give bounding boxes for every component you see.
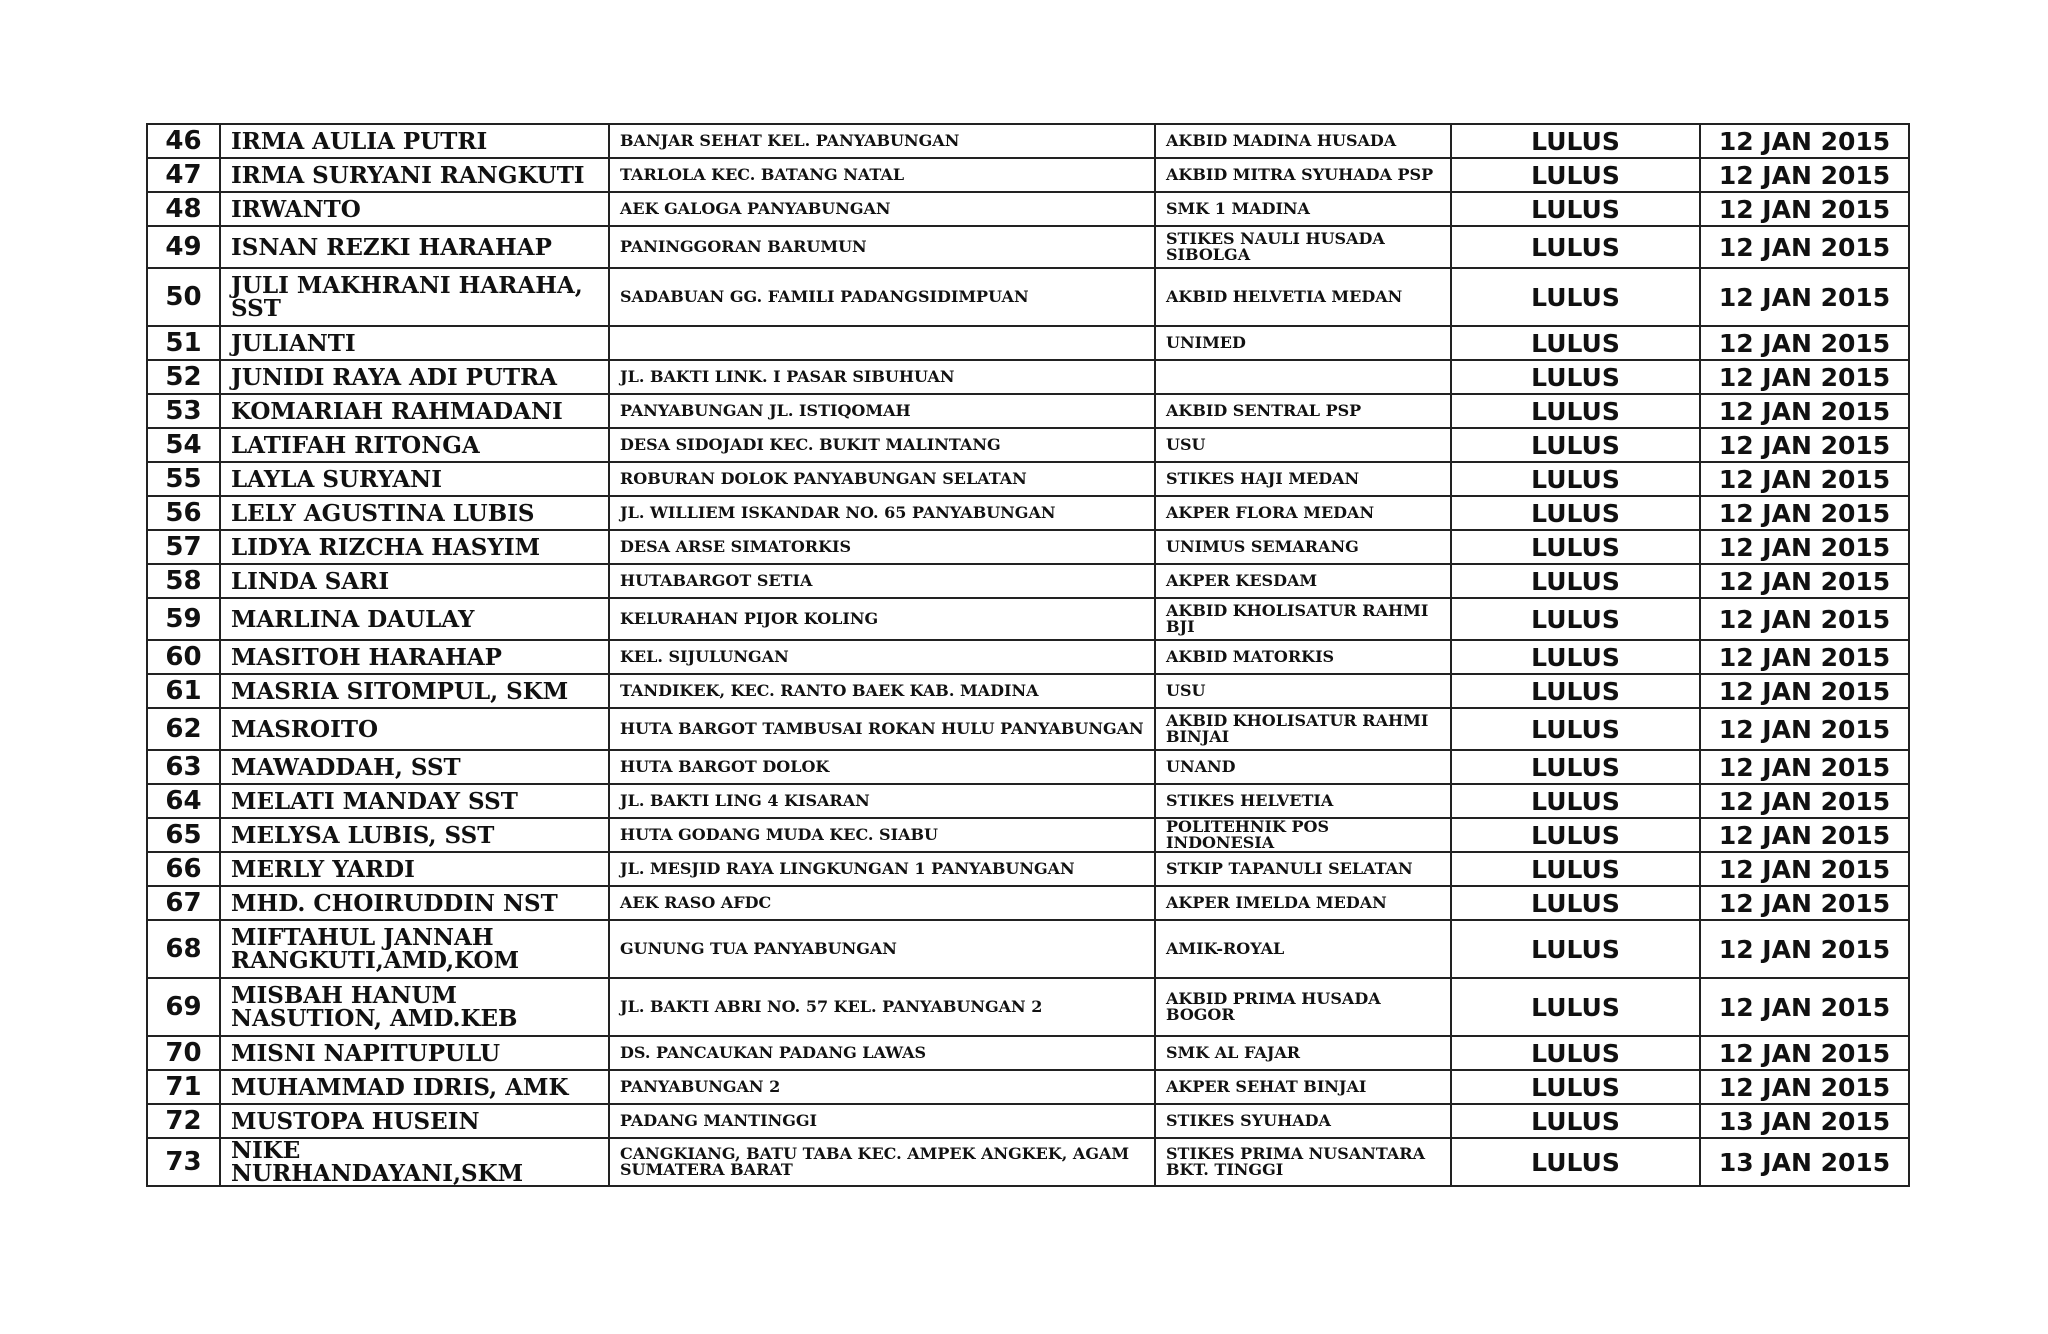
result-status: LULUS	[1451, 920, 1700, 978]
participant-name: IRWANTO	[220, 192, 609, 226]
participant-school: AKBID MITRA SYUHADA PSP	[1155, 158, 1451, 192]
participant-address: SADABUAN GG. FAMILI PADANGSIDIMPUAN	[609, 268, 1155, 326]
participant-school: USU	[1155, 428, 1451, 462]
participant-school: UNAND	[1155, 750, 1451, 784]
participant-school: STIKES HELVETIA	[1155, 784, 1451, 818]
participant-address: HUTA BARGOT DOLOK	[609, 750, 1155, 784]
participant-name: LIDYA RIZCHA HASYIM	[220, 530, 609, 564]
row-number: 64	[147, 784, 220, 818]
result-status: LULUS	[1451, 886, 1700, 920]
result-status: LULUS	[1451, 708, 1700, 750]
participant-address: JL. BAKTI LING 4 KISARAN	[609, 784, 1155, 818]
result-status: LULUS	[1451, 192, 1700, 226]
participant-school: AKPER IMELDA MEDAN	[1155, 886, 1451, 920]
row-number: 62	[147, 708, 220, 750]
participant-school: AKBID MADINA HUSADA	[1155, 124, 1451, 158]
participant-school: AKPER SEHAT BINJAI	[1155, 1070, 1451, 1104]
result-date: 12 JAN 2015	[1700, 886, 1909, 920]
row-number: 48	[147, 192, 220, 226]
result-date: 12 JAN 2015	[1700, 978, 1909, 1036]
participant-school: SMK 1 MADINA	[1155, 192, 1451, 226]
result-status: LULUS	[1451, 852, 1700, 886]
result-status: LULUS	[1451, 978, 1700, 1036]
participant-school: AKBID MATORKIS	[1155, 640, 1451, 674]
result-date: 12 JAN 2015	[1700, 428, 1909, 462]
row-number: 68	[147, 920, 220, 978]
result-status: LULUS	[1451, 326, 1700, 360]
row-number: 70	[147, 1036, 220, 1070]
result-date: 12 JAN 2015	[1700, 326, 1909, 360]
participant-name: MASRIA SITOMPUL, SKM	[220, 674, 609, 708]
table-row	[147, 1070, 1909, 1104]
participant-name: KOMARIAH RAHMADANI	[220, 394, 609, 428]
participant-school: STIKES NAULI HUSADA SIBOLGA	[1155, 226, 1451, 268]
participant-address: JL. BAKTI ABRI NO. 57 KEL. PANYABUNGAN 2	[609, 978, 1155, 1036]
result-status: LULUS	[1451, 784, 1700, 818]
row-number: 58	[147, 564, 220, 598]
result-status: LULUS	[1451, 1070, 1700, 1104]
participant-school: AKBID SENTRAL PSP	[1155, 394, 1451, 428]
participant-name: MUHAMMAD IDRIS, AMK	[220, 1070, 609, 1104]
result-date: 12 JAN 2015	[1700, 640, 1909, 674]
participant-address: HUTA BARGOT TAMBUSAI ROKAN HULU PANYABUNGAN	[609, 708, 1155, 750]
result-status: LULUS	[1451, 1138, 1700, 1186]
table-row	[147, 192, 1909, 226]
result-status: LULUS	[1451, 268, 1700, 326]
result-date: 12 JAN 2015	[1700, 818, 1909, 852]
table-row	[147, 226, 1909, 268]
result-date: 12 JAN 2015	[1700, 530, 1909, 564]
participant-name: MIFTAHUL JANNAH RANGKUTI,AMD,KOM	[220, 920, 609, 978]
participant-school: AKBID PRIMA HUSADA BOGOR	[1155, 978, 1451, 1036]
participant-address: KEL. SIJULUNGAN	[609, 640, 1155, 674]
participant-name: LINDA SARI	[220, 564, 609, 598]
result-date: 12 JAN 2015	[1700, 394, 1909, 428]
result-status: LULUS	[1451, 158, 1700, 192]
result-date: 12 JAN 2015	[1700, 750, 1909, 784]
row-number: 66	[147, 852, 220, 886]
participant-name: ISNAN REZKI HARAHAP	[220, 226, 609, 268]
row-number: 50	[147, 268, 220, 326]
table-row	[147, 886, 1909, 920]
participant-name: MELYSA LUBIS, SST	[220, 818, 609, 852]
participant-name: NIKE NURHANDAYANI,SKM	[220, 1138, 609, 1186]
participant-name: JULIANTI	[220, 326, 609, 360]
table-row	[147, 1104, 1909, 1138]
participant-address: JL. WILLIEM ISKANDAR NO. 65 PANYABUNGAN	[609, 496, 1155, 530]
participant-name: MUSTOPA HUSEIN	[220, 1104, 609, 1138]
result-date: 12 JAN 2015	[1700, 1070, 1909, 1104]
participant-school: AKPER FLORA MEDAN	[1155, 496, 1451, 530]
row-number: 51	[147, 326, 220, 360]
participant-name: MISNI NAPITUPULU	[220, 1036, 609, 1070]
results-table-container	[146, 123, 1908, 1187]
participant-school: STIKES PRIMA NUSANTARA BKT. TINGGI	[1155, 1138, 1451, 1186]
table-row	[147, 852, 1909, 886]
result-status: LULUS	[1451, 496, 1700, 530]
table-row	[147, 784, 1909, 818]
result-status: LULUS	[1451, 360, 1700, 394]
table-row	[147, 268, 1909, 326]
table-row	[147, 124, 1909, 158]
table-row	[147, 818, 1909, 852]
table-row	[147, 462, 1909, 496]
participant-school: SMK AL FAJAR	[1155, 1036, 1451, 1070]
row-number: 54	[147, 428, 220, 462]
participant-school: AKPER KESDAM	[1155, 564, 1451, 598]
row-number: 59	[147, 598, 220, 640]
participant-address: DS. PANCAUKAN PADANG LAWAS	[609, 1036, 1155, 1070]
participant-address: PANINGGORAN BARUMUN	[609, 226, 1155, 268]
table-row	[147, 564, 1909, 598]
participant-address: PANYABUNGAN JL. ISTIQOMAH	[609, 394, 1155, 428]
participant-school: STKIP TAPANULI SELATAN	[1155, 852, 1451, 886]
participant-school: POLITEHNIK POS INDONESIA	[1155, 818, 1451, 852]
table-row	[147, 598, 1909, 640]
result-date: 12 JAN 2015	[1700, 674, 1909, 708]
result-status: LULUS	[1451, 124, 1700, 158]
participant-name: MELATI MANDAY SST	[220, 784, 609, 818]
participant-address: AEK RASO AFDC	[609, 886, 1155, 920]
results-table-body	[147, 124, 1909, 1186]
participant-school: STIKES SYUHADA	[1155, 1104, 1451, 1138]
row-number: 49	[147, 226, 220, 268]
table-row	[147, 708, 1909, 750]
table-row	[147, 978, 1909, 1036]
participant-school: STIKES HAJI MEDAN	[1155, 462, 1451, 496]
row-number: 60	[147, 640, 220, 674]
table-row	[147, 674, 1909, 708]
participant-school: AKBID KHOLISATUR RAHMI BJI	[1155, 598, 1451, 640]
table-row	[147, 750, 1909, 784]
participant-name: LATIFAH RITONGA	[220, 428, 609, 462]
participant-name: JUNIDI RAYA ADI PUTRA	[220, 360, 609, 394]
participant-name: MAWADDAH, SST	[220, 750, 609, 784]
row-number: 73	[147, 1138, 220, 1186]
table-row	[147, 394, 1909, 428]
participant-name: LELY AGUSTINA LUBIS	[220, 496, 609, 530]
table-row	[147, 158, 1909, 192]
result-status: LULUS	[1451, 598, 1700, 640]
result-date: 12 JAN 2015	[1700, 920, 1909, 978]
result-status: LULUS	[1451, 1104, 1700, 1138]
participant-address: DESA SIDOJADI KEC. BUKIT MALINTANG	[609, 428, 1155, 462]
participant-address: PADANG MANTINGGI	[609, 1104, 1155, 1138]
result-date: 12 JAN 2015	[1700, 158, 1909, 192]
row-number: 55	[147, 462, 220, 496]
row-number: 67	[147, 886, 220, 920]
participant-name: LAYLA SURYANI	[220, 462, 609, 496]
result-date: 12 JAN 2015	[1700, 496, 1909, 530]
result-date: 12 JAN 2015	[1700, 564, 1909, 598]
table-row	[147, 640, 1909, 674]
participant-address: GUNUNG TUA PANYABUNGAN	[609, 920, 1155, 978]
participant-name: IRMA SURYANI RANGKUTI	[220, 158, 609, 192]
row-number: 61	[147, 674, 220, 708]
row-number: 46	[147, 124, 220, 158]
result-date: 12 JAN 2015	[1700, 462, 1909, 496]
row-number: 47	[147, 158, 220, 192]
table-row	[147, 1036, 1909, 1070]
participant-address: DESA ARSE SIMATORKIS	[609, 530, 1155, 564]
participant-address: CANGKIANG, BATU TABA KEC. AMPEK ANGKEK, AGAM SUMATERA BARAT	[609, 1138, 1155, 1186]
participant-name: MASITOH HARAHAP	[220, 640, 609, 674]
result-date: 12 JAN 2015	[1700, 268, 1909, 326]
result-status: LULUS	[1451, 818, 1700, 852]
table-row	[147, 428, 1909, 462]
participant-name: MARLINA DAULAY	[220, 598, 609, 640]
result-date: 12 JAN 2015	[1700, 852, 1909, 886]
participant-name: IRMA AULIA PUTRI	[220, 124, 609, 158]
table-row	[147, 496, 1909, 530]
results-table	[146, 123, 1910, 1187]
result-date: 12 JAN 2015	[1700, 360, 1909, 394]
participant-name: JULI MAKHRANI HARAHA, SST	[220, 268, 609, 326]
participant-address: TARLOLA KEC. BATANG NATAL	[609, 158, 1155, 192]
participant-name: MHD. CHOIRUDDIN NST	[220, 886, 609, 920]
participant-school: AKBID KHOLISATUR RAHMI BINJAI	[1155, 708, 1451, 750]
participant-address: BANJAR SEHAT KEL. PANYABUNGAN	[609, 124, 1155, 158]
row-number: 72	[147, 1104, 220, 1138]
result-status: LULUS	[1451, 530, 1700, 564]
result-date: 12 JAN 2015	[1700, 708, 1909, 750]
result-status: LULUS	[1451, 394, 1700, 428]
participant-address: AEK GALOGA PANYABUNGAN	[609, 192, 1155, 226]
row-number: 63	[147, 750, 220, 784]
result-status: LULUS	[1451, 1036, 1700, 1070]
table-row	[147, 530, 1909, 564]
result-status: LULUS	[1451, 428, 1700, 462]
result-status: LULUS	[1451, 226, 1700, 268]
result-status: LULUS	[1451, 750, 1700, 784]
row-number: 57	[147, 530, 220, 564]
participant-school: AMIK-ROYAL	[1155, 920, 1451, 978]
result-date: 12 JAN 2015	[1700, 784, 1909, 818]
result-status: LULUS	[1451, 462, 1700, 496]
participant-school: USU	[1155, 674, 1451, 708]
participant-address: HUTABARGOT SETIA	[609, 564, 1155, 598]
participant-name: MASROITO	[220, 708, 609, 750]
participant-school: AKBID HELVETIA MEDAN	[1155, 268, 1451, 326]
participant-address: HUTA GODANG MUDA KEC. SIABU	[609, 818, 1155, 852]
participant-school: UNIMED	[1155, 326, 1451, 360]
result-status: LULUS	[1451, 640, 1700, 674]
participant-address: KELURAHAN PIJOR KOLING	[609, 598, 1155, 640]
row-number: 52	[147, 360, 220, 394]
table-row	[147, 326, 1909, 360]
participant-school: UNIMUS SEMARANG	[1155, 530, 1451, 564]
participant-address: JL. MESJID RAYA LINGKUNGAN 1 PANYABUNGAN	[609, 852, 1155, 886]
result-status: LULUS	[1451, 564, 1700, 598]
row-number: 65	[147, 818, 220, 852]
table-row	[147, 360, 1909, 394]
table-row	[147, 920, 1909, 978]
result-date: 12 JAN 2015	[1700, 226, 1909, 268]
participant-name: MISBAH HANUM NASUTION, AMD.KEB	[220, 978, 609, 1036]
result-date: 13 JAN 2015	[1700, 1104, 1909, 1138]
row-number: 71	[147, 1070, 220, 1104]
participant-address	[609, 326, 1155, 360]
participant-address: JL. BAKTI LINK. I PASAR SIBUHUAN	[609, 360, 1155, 394]
table-row	[147, 1138, 1909, 1186]
result-date: 12 JAN 2015	[1700, 124, 1909, 158]
row-number: 69	[147, 978, 220, 1036]
participant-address: PANYABUNGAN 2	[609, 1070, 1155, 1104]
result-status: LULUS	[1451, 674, 1700, 708]
participant-address: TANDIKEK, KEC. RANTO BAEK KAB. MADINA	[609, 674, 1155, 708]
result-date: 12 JAN 2015	[1700, 1036, 1909, 1070]
row-number: 56	[147, 496, 220, 530]
participant-name: MERLY YARDI	[220, 852, 609, 886]
row-number: 53	[147, 394, 220, 428]
result-date: 12 JAN 2015	[1700, 192, 1909, 226]
participant-address: ROBURAN DOLOK PANYABUNGAN SELATAN	[609, 462, 1155, 496]
result-date: 13 JAN 2015	[1700, 1138, 1909, 1186]
participant-school	[1155, 360, 1451, 394]
result-date: 12 JAN 2015	[1700, 598, 1909, 640]
